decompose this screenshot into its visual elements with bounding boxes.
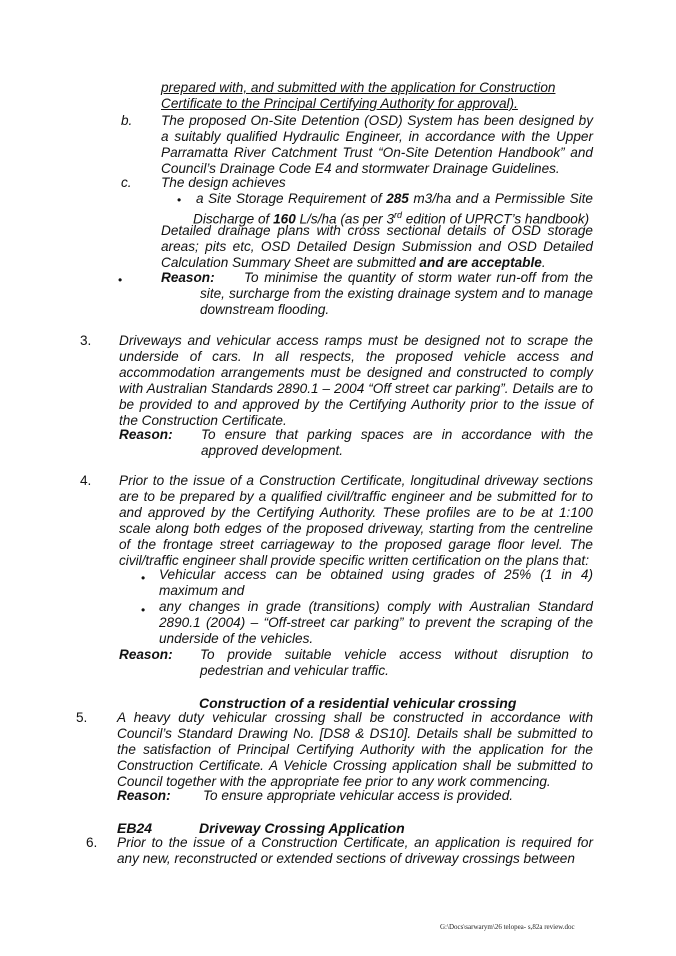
item-5-reason-text: To ensure appropriate vehicular access is provided. [203, 788, 514, 803]
item-6-text: Prior to the issue of a Construction Certificate, an application is required for any new, reconstructed or extended sections of driveway crossings between [117, 835, 593, 866]
item-3-reason-text: To ensure that parking spaces are in accordance with the approved development. [201, 427, 593, 458]
item-4-reason-text: To provide suitable vehicle access without disruption to pedestrian and vehicular traffic. [200, 647, 593, 678]
top-line-1: prepared with, and submitted with the application for Construction [161, 80, 556, 95]
item-b-label: b. [121, 113, 133, 128]
item-c-label: c. [121, 175, 132, 190]
item-4-reason-label: Reason: [119, 647, 173, 662]
item-5-text: A heavy duty vehicular crossing shall be constructed in accordance with Council’s Standard Drawing No. [DS8 & DS10]. Details shall be submitted to the satisfaction of Principal Certifying Authority with the application for the Construction Certificate. A Vehicle Crossing application shall be submitted to Council together with the appropriate fee prior to any work commencing. [117, 710, 593, 789]
bullet-icon: • [141, 603, 146, 617]
item-c-intro: The design achieves [161, 175, 286, 190]
top-line-2: Certificate to the Principal Certifying Authority for approval). [161, 96, 518, 111]
item-5-label: 5. [76, 710, 88, 725]
item-3-label: 3. [80, 333, 92, 348]
bullet-icon: • [177, 193, 182, 207]
item-c-detail: Detailed drainage plans with cross sectional details of OSD storage areas; pits etc, OSD Detailed Design Submission and OSD Detailed Calculation Summary Sheet are submitted and are acceptable. [161, 223, 593, 270]
section-heading-5: Construction of a residential vehicular crossing [199, 695, 517, 711]
item-4-text: Prior to the issue of a Construction Certificate, longitudinal driveway sections are to be prepared by a qualified civil/traffic engineer and be submitted for to and approved by the Certifying Authority. These profiles are to be at 1:100 scale along both edges of the proposed driveway, starting from the centreline of the frontage street carriageway to the proposed garage floor level. The civil/traffic engineer shall provide specific written certification on the plans that: [119, 473, 593, 568]
section-heading-6-code: EB24 [117, 820, 153, 836]
item-6-label: 6. [86, 835, 98, 850]
footer-file-path: G:\Docs\sarwarym\26 telopea- s,82a review.doc [440, 923, 575, 931]
bullet-icon: • [141, 571, 146, 585]
item-3-reason-label: Reason: [119, 427, 173, 442]
bullet-icon: • [118, 273, 123, 287]
item-3-text: Driveways and vehicular access ramps must be designed not to scrape the underside of cars. In all respects, the proposed vehicle access and accommodation arrangements must be designed and constructed to comply with Australian Standards 2890.1 – 2004 “Off street car parking”. Details are to be provided to and approved by the Certifying Authority prior to the issue of the Construction Certificate. [119, 333, 593, 428]
item-5-reason-label: Reason: [117, 788, 171, 803]
reason-text: To minimise the quantity of storm water run-off from the site, surcharge from the existing drainage system and to manage downstream flooding. [200, 270, 593, 317]
item-4-label: 4. [80, 473, 92, 488]
item-4-bullet-2: any changes in grade (transitions) comply with Australian Standard 2890.1 (2004) – “Off-street car parking” to prevent the scraping of the underside of the vehicles. [159, 599, 593, 646]
section-heading-6-title: Driveway Crossing Application [199, 820, 405, 836]
item-b-text: The proposed On-Site Detention (OSD) System has been designed by a suitably qualified Hydraulic Engineer, in accordance with the Upper Parramatta River Catchment Trust “On-Site Detention Handbook” and Council’s Drainage Code E4 and stormwater Drainage Guidelines. [161, 113, 593, 176]
item-c-bullet: a Site Storage Requirement of 285 m3/ha and a Permissible Site Discharge of 160 L/s/ha (as per 3rd edition of UPRCT’s handbook) [193, 191, 593, 227]
item-4-bullet-1: Vehicular access can be obtained using grades of 25% (1 in 4) maximum and [159, 567, 593, 598]
reason-label: Reason: [161, 270, 215, 285]
